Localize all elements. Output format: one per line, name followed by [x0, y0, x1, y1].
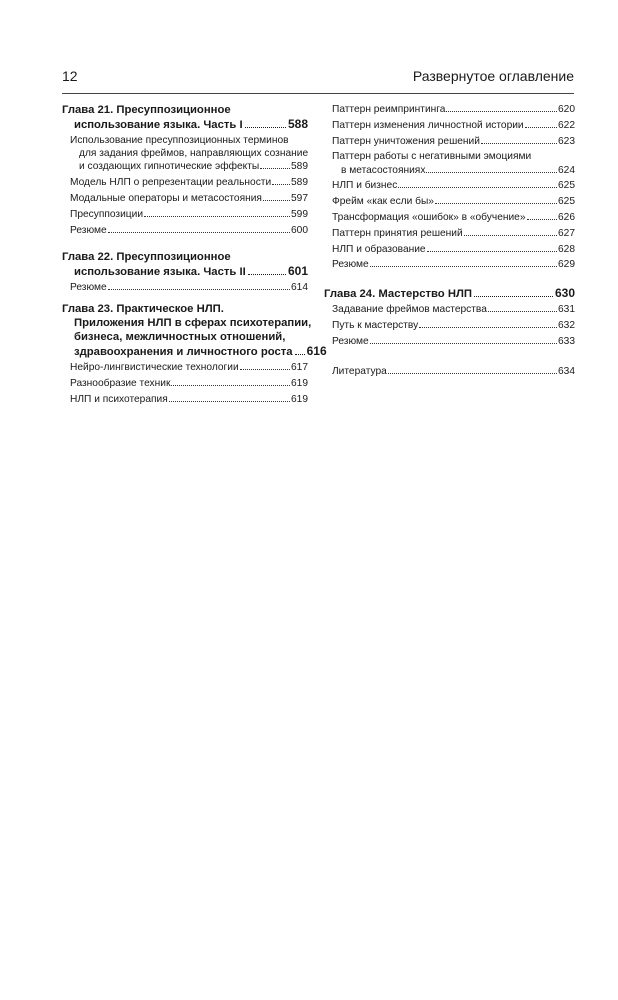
entry-page-number: 597: [291, 193, 308, 204]
dot-leader: [426, 172, 557, 173]
entry-page-number: 617: [291, 362, 308, 373]
entry-title: Резюме: [70, 281, 107, 293]
entry-title: Разнообразие техник: [70, 377, 171, 389]
entry-title-line: и создающих гипнотические эффекты: [79, 161, 260, 173]
toc-entry[interactable]: [324, 319, 575, 332]
entry-title: Нейро-лингвистические технологии: [70, 362, 239, 373]
dot-leader: [171, 385, 290, 386]
entry-title: Паттерн уничтожения решений: [332, 135, 480, 147]
toc-entry[interactable]: [324, 303, 575, 316]
entry-title: НЛП и образование: [332, 243, 426, 255]
toc-entry[interactable]: [324, 258, 575, 271]
dot-leader: [435, 203, 557, 204]
toc-chapter-21[interactable]: [62, 103, 308, 237]
chapter-title-line: использование языка. Часть II: [74, 265, 246, 278]
toc-entry[interactable]: [324, 103, 575, 116]
entry-title: Резюме: [332, 259, 369, 271]
toc-entry[interactable]: [62, 377, 308, 390]
toc-entry[interactable]: [324, 335, 575, 348]
entry-title: Паттерн принятия решений: [332, 227, 463, 239]
toc-entry[interactable]: [62, 208, 308, 221]
page-header: [62, 68, 574, 90]
entry-title-line: в метасостояниях: [341, 164, 426, 176]
toc-entry[interactable]: [324, 227, 575, 240]
dot-leader: [108, 289, 290, 290]
toc-right-column: [324, 103, 575, 381]
toc-entry[interactable]: [62, 224, 308, 237]
toc-entry[interactable]: [324, 195, 575, 208]
dot-leader: [370, 343, 557, 344]
entry-page-number: 599: [291, 208, 308, 220]
entry-page-number: 627: [558, 227, 575, 239]
toc-entry[interactable]: [62, 361, 308, 374]
entry-page-number: 625: [558, 180, 575, 192]
dot-leader: [388, 373, 557, 374]
entry-page-number: 626: [558, 211, 575, 223]
entry-title: НЛП и бизнес: [332, 180, 398, 192]
entry-page-number: 589: [291, 161, 308, 173]
entry-title: Фрейм «как если бы»: [332, 196, 434, 208]
chapter-title-line: Приложения НЛП в сферах психотерапии,: [74, 317, 312, 329]
dot-leader: [446, 111, 557, 112]
entry-page-number: 625: [558, 196, 575, 208]
chapter-title-line: использование языка. Часть I: [74, 119, 243, 131]
dot-leader: [488, 311, 557, 312]
chapter-page-number: 588: [287, 117, 308, 131]
entry-title: Пресуппозиции: [70, 208, 144, 220]
toc-entry[interactable]: [62, 192, 308, 205]
entry-title: Резюме: [332, 335, 369, 347]
dot-leader: [144, 216, 290, 217]
entry-page-number: 624: [558, 164, 575, 176]
entry-title: Трансформация «ошибок» в «обучение»: [332, 211, 526, 223]
dot-leader: [370, 266, 557, 267]
dot-leader: [525, 127, 557, 128]
entry-page-number: 620: [558, 104, 575, 115]
toc-entry-literature[interactable]: [324, 365, 575, 378]
entry-page-number: 629: [558, 259, 575, 271]
toc-entry[interactable]: [62, 393, 308, 406]
toc-entry[interactable]: [324, 211, 575, 224]
toc-entry[interactable]: [324, 119, 575, 132]
header-rule: [62, 93, 574, 94]
chapter-title: Глава 24. Мастерство НЛП: [324, 288, 473, 301]
dot-leader: [245, 127, 286, 128]
dot-leader: [398, 187, 557, 188]
toc-entry[interactable]: [62, 281, 308, 294]
dot-leader: [263, 200, 290, 201]
entry-title: Резюме: [70, 224, 107, 236]
entry-page-number: 633: [558, 335, 575, 347]
chapter-title-line: Глава 22. Пресуппозиционное: [62, 250, 231, 263]
entry-page-number: 628: [558, 243, 575, 255]
entry-page-number: 631: [558, 304, 575, 316]
chapter-title-line: бизнеса, межличностных отношений,: [74, 331, 286, 343]
toc-chapter-23[interactable]: [62, 302, 327, 406]
entry-title: Путь к мастерству: [332, 319, 419, 331]
chapter-title-line: Глава 21. Пресуппозиционное: [62, 104, 231, 116]
entry-page-number: 589: [291, 177, 308, 189]
entry-title: Паттерн изменения личностной истории: [332, 119, 524, 131]
dot-leader: [240, 369, 290, 370]
dot-leader: [295, 354, 305, 355]
entry-page-number: 619: [291, 377, 308, 389]
dot-leader: [169, 401, 290, 402]
toc-chapter-22[interactable]: [62, 250, 308, 294]
chapter-page-number: 616: [306, 344, 327, 358]
dot-leader: [260, 168, 290, 169]
entry-page-number: 623: [558, 135, 575, 147]
dot-leader: [527, 219, 557, 220]
entry-title: Модальные операторы и метасостояния: [70, 193, 262, 204]
dot-leader: [474, 296, 553, 297]
toc-entry[interactable]: [62, 134, 308, 174]
toc-entry[interactable]: [62, 176, 308, 189]
entry-page-number: 619: [291, 393, 308, 405]
entry-title: Модель НЛП о репрезентации реальности: [70, 177, 272, 189]
entry-page-number: 600: [291, 224, 308, 236]
toc-entry[interactable]: [324, 243, 575, 256]
toc-entry[interactable]: [324, 150, 575, 176]
chapter-title-line: здравоохранения и личностного роста: [74, 346, 293, 358]
entry-page-number: 632: [558, 319, 575, 331]
dot-leader: [248, 274, 286, 275]
dot-leader: [481, 143, 557, 144]
dot-leader: [272, 184, 290, 185]
running-title: Развернутое оглавление: [412, 68, 574, 84]
toc-entry[interactable]: [324, 179, 575, 192]
toc-chapter-24[interactable]: [324, 286, 575, 348]
entry-title: Паттерн реимпринтинга: [332, 104, 446, 115]
entry-page-number: 622: [558, 119, 575, 131]
entry-title-line: Паттерн работы с негативными эмоциями: [332, 151, 532, 163]
chapter-title-line: Глава 23. Практическое НЛП.: [62, 303, 224, 315]
chapter-page-number: 601: [287, 263, 308, 278]
toc-entry[interactable]: [324, 135, 575, 148]
entry-page-number: 634: [558, 365, 575, 377]
toc-left-column: [62, 103, 327, 411]
entry-title: Задавание фреймов мастерства: [332, 304, 487, 316]
dot-leader: [108, 232, 290, 233]
entry-title-line: для задания фреймов, направляющих сознание: [79, 148, 309, 160]
dot-leader: [427, 251, 557, 252]
entry-title-line: Использование пресуппозиционных терминов: [70, 135, 289, 146]
entry-title: Литература: [332, 365, 387, 377]
entry-title: НЛП и психотерапия: [70, 393, 168, 405]
entry-page-number: 614: [291, 281, 308, 293]
dot-leader: [464, 235, 557, 236]
dot-leader: [419, 327, 557, 328]
page-number: 12: [62, 68, 78, 84]
chapter-page-number: 630: [554, 286, 575, 301]
